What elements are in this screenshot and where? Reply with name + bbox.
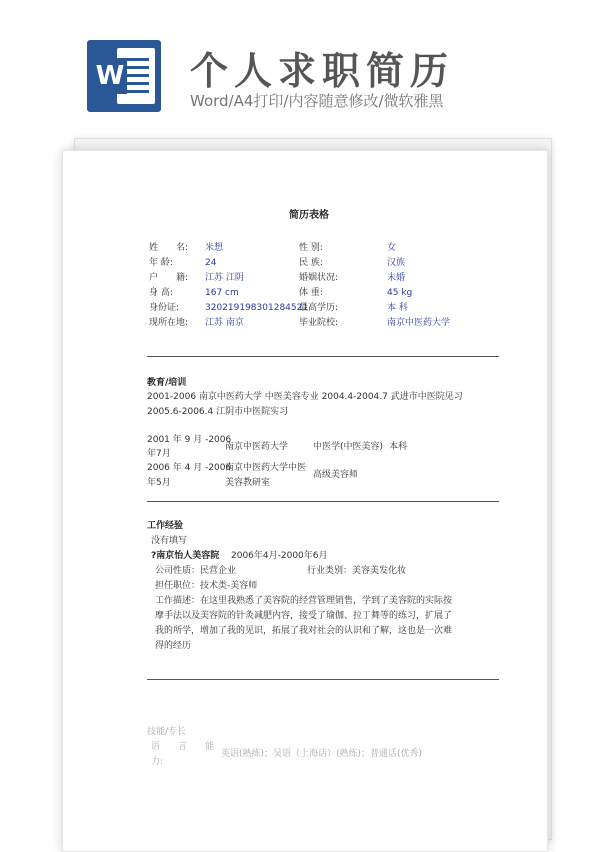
work-desc-line: 我的所学，增加了我的见识，拓展了我对社会的认识和了解，这也是一次难 xyxy=(155,626,453,636)
divider-3 xyxy=(147,679,499,680)
edu-row-1-period-end: 年7月 xyxy=(147,449,171,459)
value-school: 南京中医药大学 xyxy=(387,318,451,328)
education-line: 2001-2006 南京中医药大学 中医美容专业 2004.4-2004.7 武进市中医院见习 xyxy=(147,392,463,402)
edu-row-2-school: 南京中医药大学中医 xyxy=(225,463,307,473)
edu-row-1-major: 中医学(中医美容) xyxy=(313,442,384,452)
education-line: 2005.6-2006.4 江阴市中医院实习 xyxy=(147,407,289,417)
value-name: 米想 xyxy=(205,243,224,253)
value-age: 24 xyxy=(205,258,217,268)
work-desc-line: 工作描述：在这里我熟悉了美容院的经营管理销售，学到了美容院的实际按 xyxy=(155,596,453,606)
value-education-level: 本 科 xyxy=(387,303,408,313)
label-weight: 体 重: xyxy=(299,288,323,298)
value-marital: 未婚 xyxy=(387,273,406,283)
label-gender: 性 别: xyxy=(299,243,323,253)
edu-row-2-period: 2006 年 4 月 -2006 xyxy=(147,463,232,473)
work-desc-line: 摩手法以及美容院的针灸减肥内容，接受了瑜伽、拉丁舞等的练习，扩展了 xyxy=(155,611,453,621)
banner-subtitle: Word/A4打印/内容随意修改/微软雅黑 xyxy=(190,92,444,110)
edu-row-2-period-end: 年5月 xyxy=(147,478,171,488)
edu-row-1-school: 南京中医药大学 xyxy=(225,442,289,452)
edu-row-1-period: 2001 年 9 月 -2006 xyxy=(147,435,232,445)
work-position: 担任职位：技术类-美容师 xyxy=(155,581,258,591)
edu-row-2-school-cont: 美容教研室 xyxy=(225,478,271,488)
value-weight: 45 kg xyxy=(387,288,413,298)
value-height: 167 cm xyxy=(205,288,239,298)
work-desc-line: 得的经历 xyxy=(155,641,192,651)
label-education-level: 最高学历: xyxy=(299,303,339,313)
label-age: 年 龄: xyxy=(149,258,173,268)
value-hometown: 江苏 江阴 xyxy=(205,273,244,283)
banner-title: 个人求职简历 xyxy=(190,49,455,93)
label-id: 身份证: xyxy=(149,303,180,313)
label-marital: 婚姻状况: xyxy=(299,273,339,283)
value-id: 320219198301284521 xyxy=(205,303,309,313)
word-letter-badge: W xyxy=(93,58,127,94)
label-location: 现所在地: xyxy=(149,318,189,328)
work-industry: 行业类别：美容美发化妆 xyxy=(307,566,407,576)
word-logo-icon xyxy=(87,40,161,112)
work-company: ?南京怡人美容院 xyxy=(151,551,220,561)
label-school: 毕业院校: xyxy=(299,318,339,328)
label-ethnicity: 民 族: xyxy=(299,258,323,268)
language-label: 语 言 能 xyxy=(151,742,215,752)
label-hometown: 户 籍: xyxy=(149,273,189,283)
value-ethnicity: 汉族 xyxy=(387,258,406,268)
work-nature: 公司性质：民营企业 xyxy=(155,566,237,576)
language-label-cont: 力: xyxy=(151,757,164,767)
label-height: 身 高: xyxy=(149,288,173,298)
document-title: 简历表格 xyxy=(289,210,329,221)
value-gender: 女 xyxy=(387,243,397,253)
work-heading: 工作经验 xyxy=(147,521,184,531)
education-heading: 教育/培训 xyxy=(147,378,187,388)
skills-heading: 技能/专长 xyxy=(147,727,187,737)
divider-1 xyxy=(147,356,499,357)
work-period: 2006年4月-2000年6月 xyxy=(231,551,328,561)
resume-sheet xyxy=(62,150,548,852)
edu-row-1-degree: 本科 xyxy=(389,442,408,452)
value-location: 江苏 南京 xyxy=(205,318,244,328)
label-name: 姓 名: xyxy=(149,243,189,253)
language-value: 英语(熟练)；吴语（上海话）(熟练)；普通话(优秀) xyxy=(221,749,423,759)
edu-row-2-major: 高级美容师 xyxy=(313,470,359,480)
divider-2 xyxy=(147,501,499,502)
work-note: 没有填写 xyxy=(151,536,188,546)
